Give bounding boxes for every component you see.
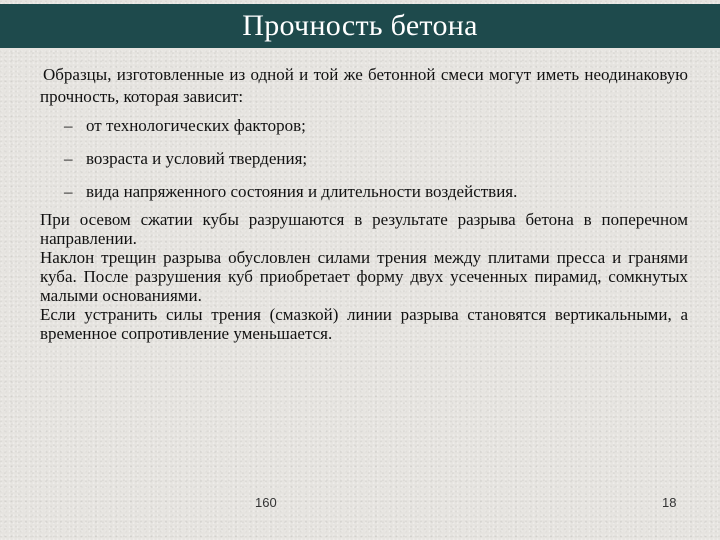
paragraph-friction: Если устранить силы трения (смазкой) линии разрыва становятся вертикальными, а временное сопротивление уменьшается. xyxy=(40,305,688,343)
list-item-text: возраста и условий твердения; xyxy=(86,149,308,168)
slide-body xyxy=(40,64,688,343)
list-item xyxy=(40,149,688,169)
slide-title: Прочность бетона xyxy=(242,9,478,42)
dash-bullet: – xyxy=(64,149,73,168)
paragraph-compression: При осевом сжатии кубы разрушаются в результате разрыва бетона в поперечном направлении. xyxy=(40,210,688,248)
list-item-text: вида напряженного состояния и длительности воздействия. xyxy=(86,182,518,201)
dash-bullet: – xyxy=(64,182,73,201)
paragraph-crack-angle: Наклон трещин разрыва обусловлен силами трения между плитами пресса и гранями куба. После разрушения куб приобретает форму двух усеченных пирамид, сомкнутых малыми основаниями. xyxy=(40,248,688,305)
slide-number: 18 xyxy=(662,495,677,510)
list-item xyxy=(40,116,688,136)
title-bar xyxy=(0,4,720,48)
dash-bullet: – xyxy=(64,116,73,135)
page-number-left: 160 xyxy=(255,495,277,510)
intro-paragraph: Образцы, изготовленные из одной и той же бетонной смеси могут иметь неодинаковую прочность, которая зависит: xyxy=(40,65,688,106)
list-item xyxy=(40,182,688,202)
factor-list xyxy=(40,116,688,202)
list-item-text: от технологических факторов; xyxy=(86,116,306,135)
